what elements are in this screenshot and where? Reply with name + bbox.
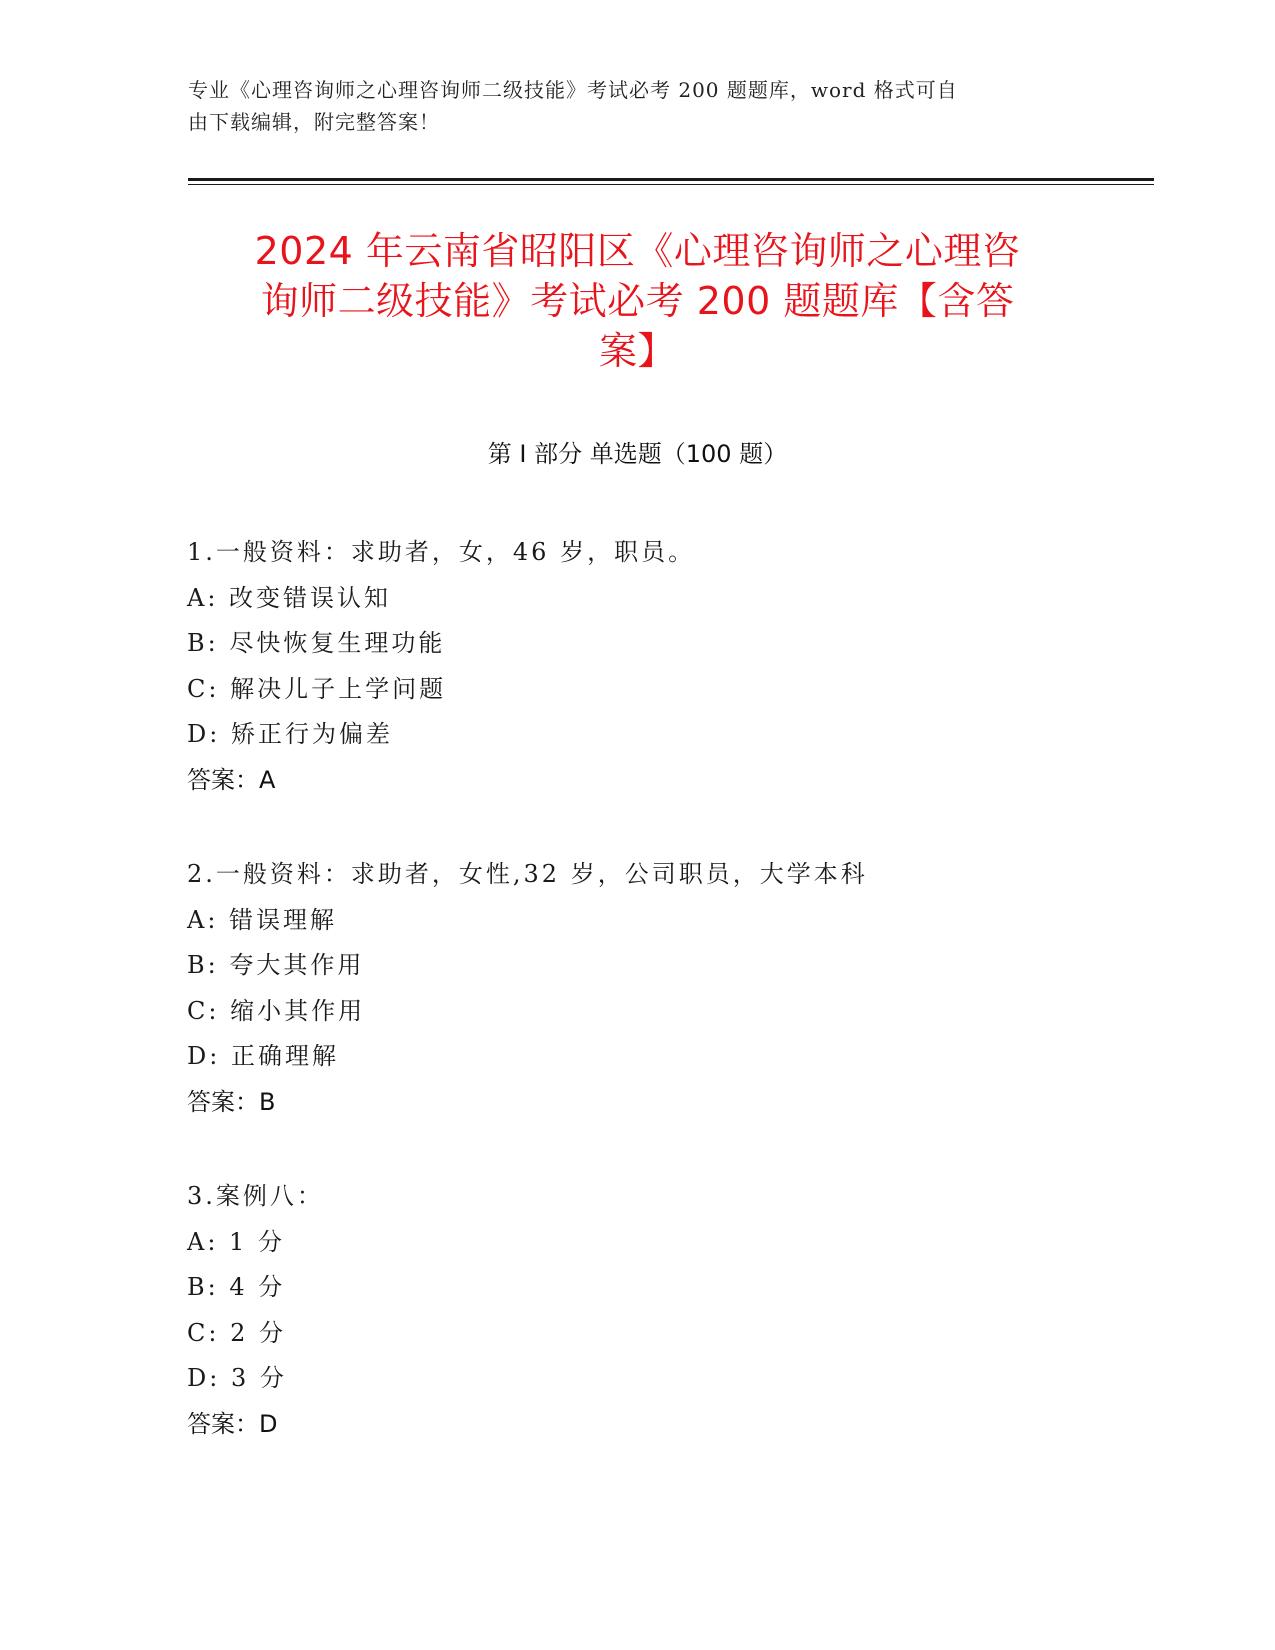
option-d: D: 正确理解 <box>187 1042 339 1070</box>
option-b: B: 4 分 <box>187 1273 286 1301</box>
option-d: D: 3 分 <box>187 1364 287 1392</box>
option-a: A: 改变错误认知 <box>187 583 392 612</box>
answer: 答案：A <box>187 765 276 794</box>
document-title <box>170 226 1105 376</box>
question-3 <box>187 1174 1147 1447</box>
answer: 答案：B <box>187 1087 276 1116</box>
option-d: D: 矫正行为偏差 <box>187 720 393 748</box>
header-rule-thick <box>188 178 1154 181</box>
header-note <box>188 74 1088 138</box>
question-2 <box>187 852 1147 1125</box>
document-title-line2: 询师二级技能》考试必考 200 题题库【含答 <box>260 279 1015 323</box>
question-stem: 1.一般资料：求助者，女，46 岁，职员。 <box>187 538 696 566</box>
option-a: A: 1 分 <box>187 1227 285 1256</box>
header-rule-thin <box>188 184 1154 185</box>
answer: 答案：D <box>187 1409 278 1438</box>
section-title: 第 I 部分 单选题（100 题） <box>487 440 788 468</box>
document-title-line3: 案】 <box>598 329 676 373</box>
question-1 <box>187 530 1147 803</box>
question-stem: 3.案例八： <box>187 1182 324 1210</box>
option-c: C: 解决儿子上学问题 <box>187 674 447 703</box>
header-note-line2: 由下载编辑，附完整答案！ <box>188 110 440 134</box>
question-list <box>187 530 1147 1496</box>
option-b: B: 夸大其作用 <box>187 951 365 979</box>
document-title-line1: 2024 年云南省昭阳区《心理咨询师之心理咨 <box>254 229 1021 273</box>
option-c: C: 缩小其作用 <box>187 996 366 1025</box>
option-c: C: 2 分 <box>187 1318 286 1347</box>
header-note-line1: 专业《心理咨询师之心理咨询师二级技能》考试必考 200 题题库，word 格式可自 <box>188 78 958 102</box>
question-stem: 2.一般资料：求助者，女性,32 岁，公司职员，大学本科 <box>187 860 868 888</box>
option-a: A: 错误理解 <box>187 905 338 934</box>
option-b: B: 尽快恢复生理功能 <box>187 629 446 657</box>
